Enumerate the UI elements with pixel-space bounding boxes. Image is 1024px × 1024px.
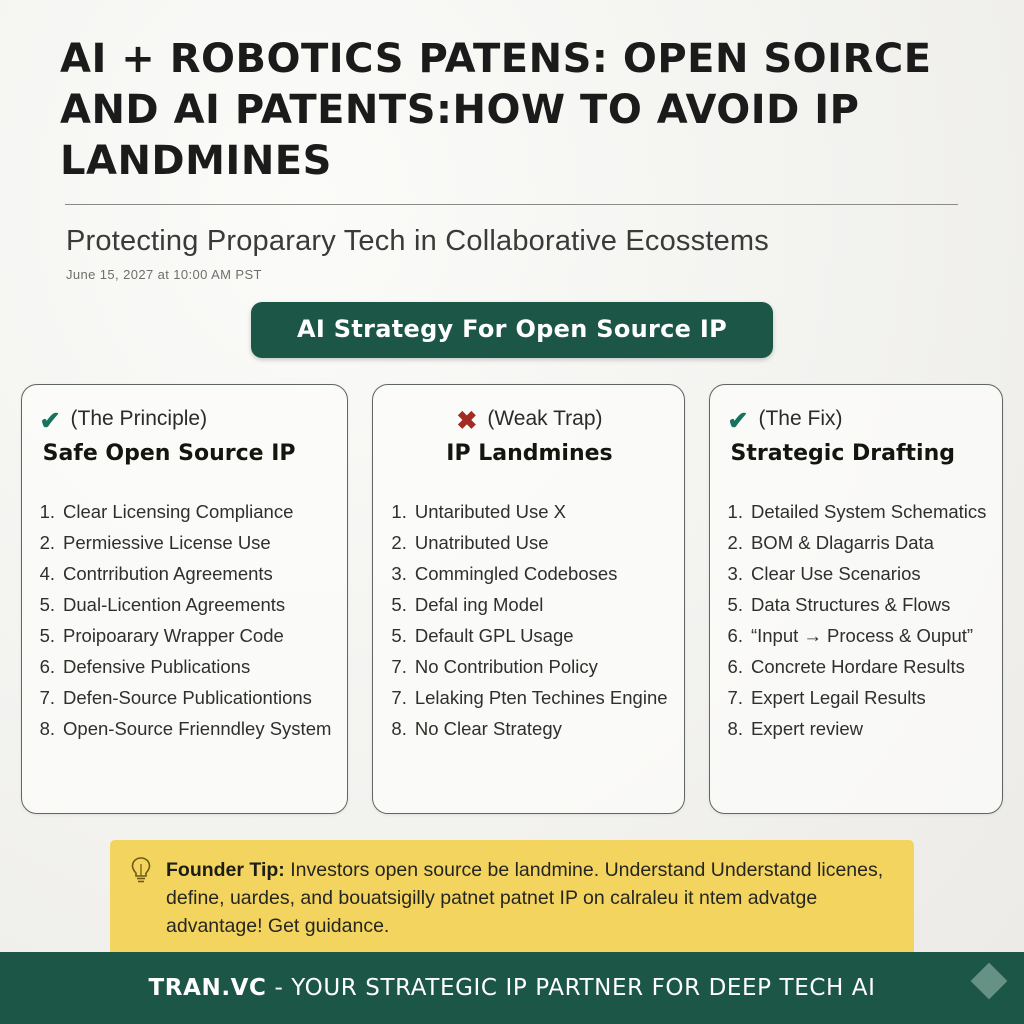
list-item-label: Clear Licensing Compliance xyxy=(63,500,294,522)
card-list xyxy=(728,496,987,745)
founder-tip-text xyxy=(166,856,892,941)
header xyxy=(0,0,1024,282)
list-item xyxy=(728,682,987,713)
list-item-number: 1. xyxy=(391,500,407,522)
list-item-label: Permiessive License Use xyxy=(63,531,271,553)
card-title: Safe Open Source IP xyxy=(42,440,296,466)
list-item-number: 8. xyxy=(727,718,743,740)
list-item xyxy=(391,558,667,589)
cross-icon: ✖ xyxy=(456,406,478,435)
card-kicker: (The Principle) xyxy=(70,406,208,430)
list-item-number: 6. xyxy=(727,655,743,677)
footer-tagline: - YOUR STRATEGIC IP PARTNER FOR DEEP TECH AI xyxy=(266,975,876,1001)
list-item-label: Detailed System Schematics xyxy=(750,500,987,522)
list-item xyxy=(728,713,987,744)
list-item-number: 7. xyxy=(391,655,407,677)
list-item-number: 5. xyxy=(391,624,407,646)
diamond-icon xyxy=(971,963,1008,1000)
check-icon: ✔ xyxy=(727,406,749,435)
card-kicker: (The Fix) xyxy=(758,406,843,430)
list-item xyxy=(40,589,332,620)
footer xyxy=(0,952,1024,1024)
list-item-number: 7. xyxy=(39,687,56,709)
list-item-number: 2. xyxy=(727,531,743,553)
list-item xyxy=(728,527,987,558)
list-item-label: Contrribution Agreements xyxy=(63,562,273,584)
list-item-label: Default GPL Usage xyxy=(414,624,574,646)
page-title: AI + ROBOTICS PATENS: OPEN SOIRCE AND AI PATENTS:HOW TO AVOID IP LANDMINES xyxy=(60,36,932,185)
list-item xyxy=(391,682,667,713)
list-item-label: Dual-Licention Agreements xyxy=(63,593,286,615)
list-item-number: 5. xyxy=(39,624,56,646)
list-item-number: 6. xyxy=(39,655,56,677)
list-item-label: Lelaking Pten Techines Engine xyxy=(414,687,668,709)
list-item-label: Open-Source Frienndley System xyxy=(63,718,332,740)
list-item-label: Proipoarary Wrapper Code xyxy=(63,624,284,646)
columns-container xyxy=(0,384,1024,814)
list-item-label: Expert review xyxy=(750,718,864,740)
list-item xyxy=(40,620,332,651)
list-item-label: BOM & Dlagarris Data xyxy=(750,531,934,553)
card-header xyxy=(39,406,332,435)
founder-tip-label: Founder Tip: xyxy=(166,858,285,881)
list-item-number: 2. xyxy=(391,531,407,553)
list-item xyxy=(40,496,332,527)
list-item xyxy=(391,589,667,620)
list-item-label: No Contribution Policy xyxy=(414,655,598,677)
timestamp: June 15, 2027 at 10:00 AM PST xyxy=(66,266,262,282)
list-item-label: Defensive Publications xyxy=(63,655,251,677)
card-title: IP Landmines xyxy=(446,440,613,466)
strategy-banner: AI Strategy For Open Source IP xyxy=(251,302,773,358)
card-header xyxy=(391,406,667,435)
lightbulb-icon xyxy=(128,856,154,886)
list-item-label: Defen-Source Publicationtions xyxy=(63,687,312,709)
list-item xyxy=(40,527,332,558)
list-item-label: Concrete Hordare Results xyxy=(750,655,965,677)
list-item xyxy=(728,620,987,651)
list-item-label: Unatributed Use xyxy=(414,531,549,553)
list-item xyxy=(391,496,667,527)
list-item xyxy=(391,620,667,651)
list-item-number: 7. xyxy=(727,687,743,709)
card-list xyxy=(40,496,332,745)
list-item xyxy=(391,651,667,682)
list-item xyxy=(40,558,332,589)
list-item-number: 6. xyxy=(727,624,743,646)
list-item-label: Untaributed Use X xyxy=(414,500,567,522)
list-item xyxy=(728,496,987,527)
check-icon: ✔ xyxy=(39,406,61,435)
list-item-number: 3. xyxy=(727,562,743,584)
founder-tip-container xyxy=(0,840,1024,959)
list-item-number: 1. xyxy=(727,500,743,522)
list-item xyxy=(391,713,667,744)
title-divider xyxy=(65,204,958,205)
banner-container xyxy=(0,302,1024,358)
list-item-number: 8. xyxy=(39,718,56,740)
list-item-number: 5. xyxy=(39,593,56,615)
list-item xyxy=(391,527,667,558)
list-item-number: 5. xyxy=(391,593,407,615)
list-item xyxy=(40,682,332,713)
founder-tip-body: Investors open source be landmine. Understand Understand licenes, define, uardes, and bouatsigilly patnet patnet IP on calraleu it ntem advatge advantage! Get guidance. xyxy=(166,858,884,938)
list-item-number: 1. xyxy=(39,500,56,522)
list-item-label: Defal ing Model xyxy=(414,593,544,615)
founder-tip xyxy=(110,840,914,959)
list-item-number: 7. xyxy=(391,687,407,709)
footer-brand: TRAN.VC xyxy=(148,975,267,1001)
footer-text xyxy=(148,975,875,1001)
list-item-number: 8. xyxy=(391,718,407,740)
list-item-label: Expert Legail Results xyxy=(750,687,926,709)
list-item-label: “Input → Process & Ouput” xyxy=(750,624,974,646)
card-header xyxy=(727,406,987,435)
list-item xyxy=(728,651,987,682)
card-kicker: (Weak Trap) xyxy=(487,406,603,430)
list-item xyxy=(40,713,332,744)
list-item xyxy=(40,651,332,682)
card-strategic-drafting xyxy=(709,384,1004,814)
page-subtitle: Protecting Proparary Tech in Collaborative Ecosstems xyxy=(66,224,769,257)
list-item-number: 2. xyxy=(39,531,56,553)
list-item-number: 3. xyxy=(391,562,407,584)
card-list xyxy=(391,496,667,745)
list-item-number: 4. xyxy=(39,562,56,584)
list-item-label: Clear Use Scenarios xyxy=(750,562,921,584)
list-item-label: No Clear Strategy xyxy=(414,718,562,740)
card-ip-landmines xyxy=(372,384,684,814)
list-item-label: Commingled Codeboses xyxy=(414,562,618,584)
card-safe-open-source-ip xyxy=(21,384,349,814)
list-item xyxy=(728,589,987,620)
list-item-label: Data Structures & Flows xyxy=(750,593,951,615)
card-title: Strategic Drafting xyxy=(730,440,956,466)
list-item xyxy=(728,558,987,589)
list-item-number: 5. xyxy=(727,593,743,615)
